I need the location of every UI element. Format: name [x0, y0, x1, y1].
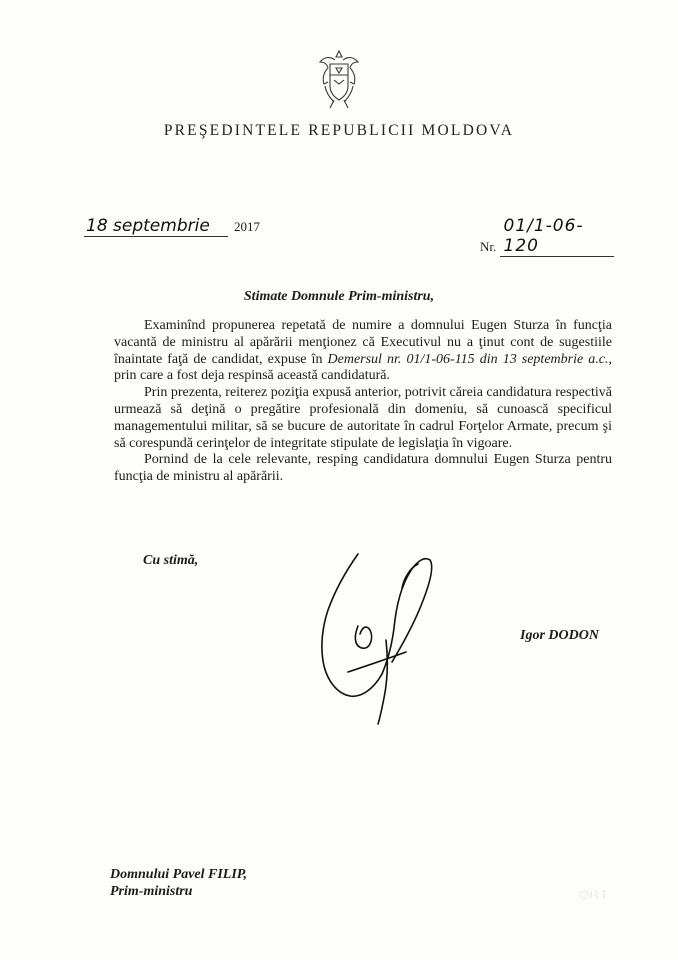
reference-number-line — [480, 216, 614, 257]
addressee-name: Domnului Pavel FILIP, — [110, 867, 248, 882]
issuer-title: PREŞEDINTELE REPUBLICII MOLDOVA — [163, 122, 515, 139]
referenced-document: Demersul nr. 01/1-06-115 din 13 septembrie a.c. — [327, 351, 609, 367]
closing: Cu stimă, — [143, 553, 199, 568]
letter-body — [114, 318, 612, 486]
paragraph-2: Prin prezenta, reiterez poziţia expusă anterior, potrivit căreia candidatura respectivă urmează să deţină o pregătire profesională din domeniu, să cunoască specificul managementului militar, să se bucure de autoritate în cadrul Forţelor Armate, precum şi să corespundă cerinţelor de integritate stipulate de legislaţia în vigoare. — [114, 385, 612, 451]
paragraph-3: Pornind de la cele relevante, resping candidatura domnului Eugen Sturza pentru funcţia de ministru al apărării. — [114, 452, 612, 485]
handwritten-signature — [318, 548, 448, 728]
reference-prefix: Nr. — [480, 239, 497, 254]
date-line — [84, 216, 260, 237]
addressee-title: Prim-ministru — [110, 884, 193, 899]
salutation: Stimate Domnule Prim-ministru, — [243, 289, 435, 304]
addressee — [110, 866, 247, 900]
faint-stamp-mark — [578, 888, 608, 902]
date-year: 2017 — [234, 219, 260, 234]
handwritten-reference-number: 01/1-06-120 — [500, 216, 614, 257]
paragraph-1: Examinînd propunerea repetată de numire a domnului Eugen Sturza în funcţia vacantă de ministru al apărării menţionez că Executivul nu a ţinut cont de sugestiile înaintate faţă de candidat, expuse în Demersul nr. 01/1-06-115 din 13 septembrie a.c., prin care a fost deja respinsă această candidatură. — [114, 318, 612, 384]
coat-of-arms-icon — [316, 48, 362, 110]
handwritten-date: 18 septembrie — [84, 216, 228, 237]
signer-name: Igor DODON — [520, 628, 599, 643]
